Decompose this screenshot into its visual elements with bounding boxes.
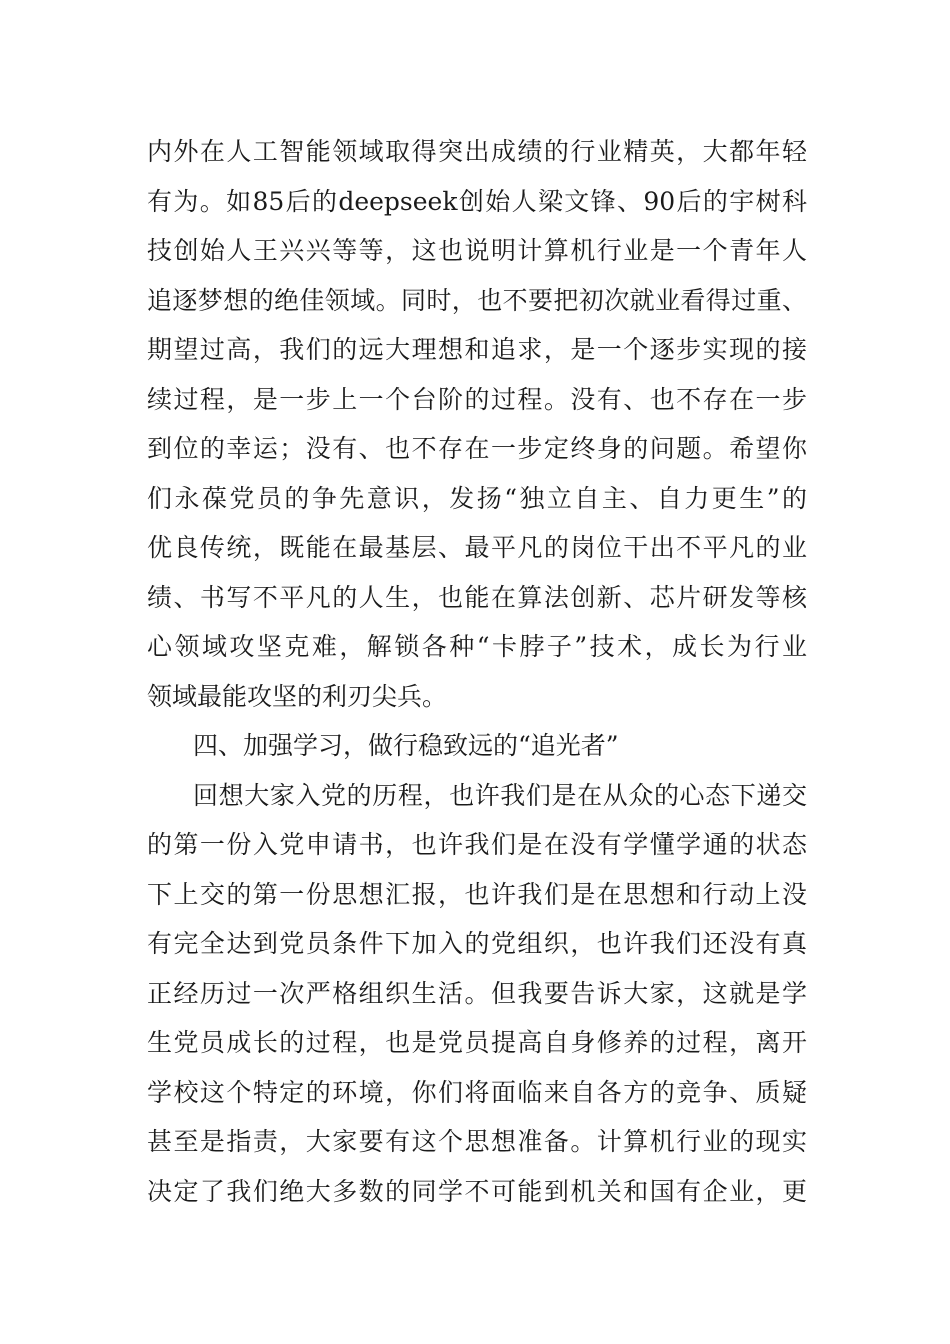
text-line: 学校这个特定的环境，你们将面临来自各方的竞争、质疑 xyxy=(147,1077,807,1107)
text-line: 正经历过一次严格组织生活。但我要告诉大家，这就是学 xyxy=(147,978,807,1008)
text-line: 的第一份入党申请书，也许我们是在没有学懂学通的状态 xyxy=(147,830,807,859)
text-line: 内外在人工智能领域取得突出成绩的行业精英，大都年轻 xyxy=(147,137,807,166)
text-line: 技创始人王兴兴等等，这也说明计算机行业是一个青年人 xyxy=(147,236,807,265)
section-heading: 四、加强学习，做行稳致远的“追光者” xyxy=(193,731,619,760)
text-line: 有为。如85后的deepseek创始人梁文锋、90后的宇树科 xyxy=(147,186,807,216)
text-line: 绩、书写不平凡的人生，也能在算法创新、芯片研发等核 xyxy=(147,582,807,612)
text-line: 生党员成长的过程，也是党员提高自身修养的过程，离开 xyxy=(147,1028,807,1057)
text-line: 决定了我们绝大多数的同学不可能到机关和国有企业，更 xyxy=(147,1176,807,1206)
text-line: 到位的幸运；没有、也不存在一步定终身的问题。希望你 xyxy=(147,434,807,463)
text-line: 心领域攻坚克难，解锁各种“卡脖子”技术，成长为行业 xyxy=(147,632,807,661)
text-line: 追逐梦想的绝佳领域。同时，也不要把初次就业看得过重、 xyxy=(147,285,807,315)
document-body xyxy=(147,127,807,1216)
text-line: 甚至是指责，大家要有这个思想准备。计算机行业的现实 xyxy=(147,1127,807,1156)
text-line: 续过程，是一步上一个台阶的过程。没有、也不存在一步 xyxy=(147,384,807,414)
text-line: 们永葆党员的争先意识，发扬“独立自主、自力更生”的 xyxy=(147,483,807,513)
text-line: 有完全达到党员条件下加入的党组织，也许我们还没有真 xyxy=(147,929,807,958)
text-line: 回想大家入党的历程，也许我们是在从众的心态下递交 xyxy=(193,780,807,810)
text-line: 优良传统，既能在最基层、最平凡的岗位干出不平凡的业 xyxy=(147,533,807,562)
text-line: 下上交的第一份思想汇报，也许我们是在思想和行动上没 xyxy=(147,879,807,909)
text-line: 期望过高，我们的远大理想和追求，是一个逐步实现的接 xyxy=(147,335,807,364)
text-line: 领域最能攻坚的利刃尖兵。 xyxy=(147,681,448,711)
